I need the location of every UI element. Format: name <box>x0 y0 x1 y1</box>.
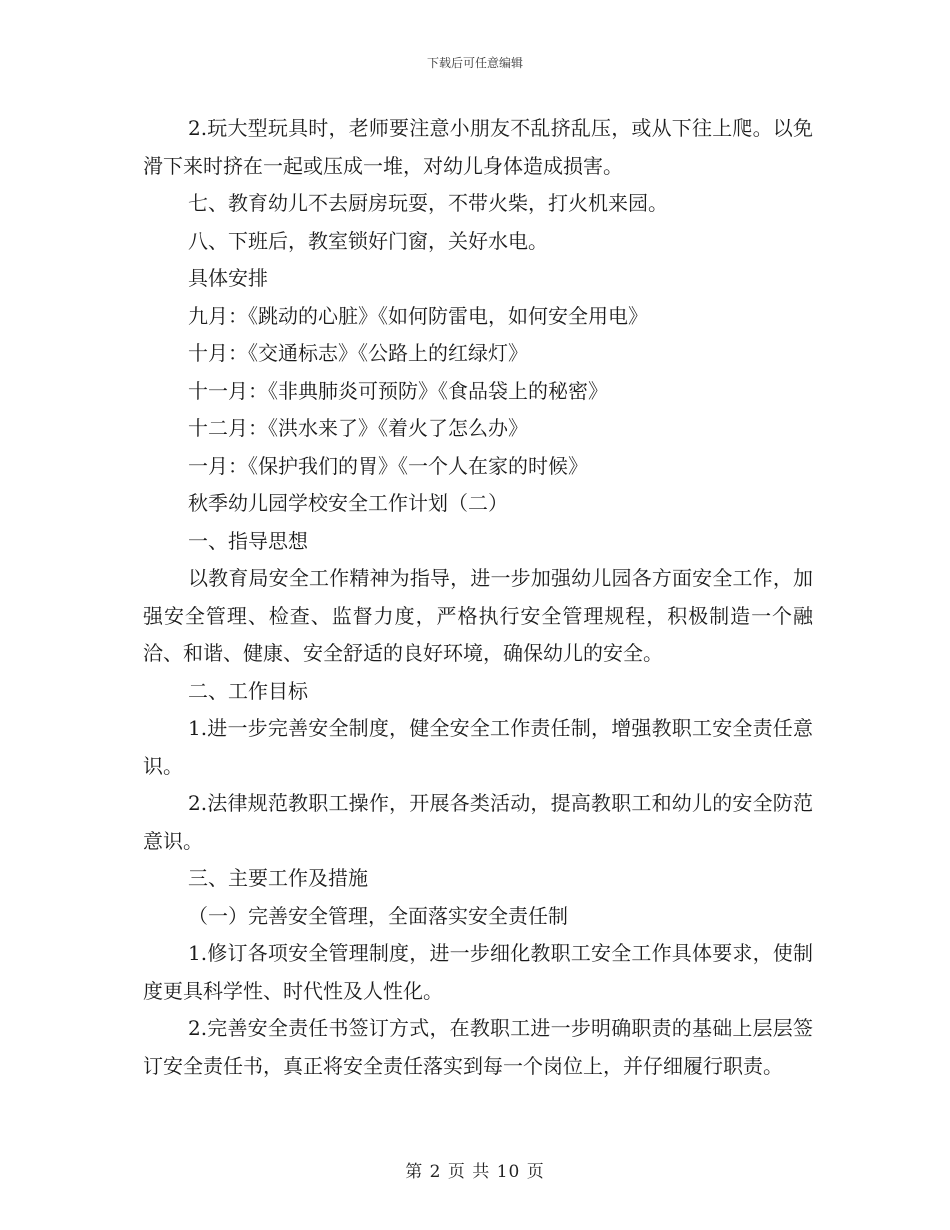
paragraph: 1.修订各项安全管理制度，进一步细化教职工安全工作具体要求，使制度更具科学性、时代性及人性化。 <box>143 941 813 1003</box>
schedule-item: 九月：《跳动的心脏》《如何防雷电，如何安全用电》 <box>188 303 648 328</box>
page-number: 第 2 页 共 10 页 <box>405 1162 545 1182</box>
document-subtitle: 秋季幼儿园学校安全工作计划（二） <box>188 491 508 515</box>
section-heading: 一、指导思想 <box>188 528 308 553</box>
section-heading: 三、主要工作及措施 <box>188 866 368 890</box>
schedule-item: 十一月：《非典肺炎可预防》《食品袋上的秘密》 <box>188 378 608 403</box>
schedule-item: 十二月：《洪水来了》《着火了怎么办》 <box>188 416 528 440</box>
schedule-item: 一月：《保护我们的胃》《一个人在家的时候》 <box>188 453 588 478</box>
paragraph: 八、下班后，教室锁好门窗，关好水电。 <box>188 228 548 253</box>
section-heading: 二、工作目标 <box>188 678 308 703</box>
schedule-item: 十月：《交通标志》《公路上的红绿灯》 <box>188 341 528 365</box>
page-header: 下载后可任意编辑 <box>426 56 523 70</box>
paragraph: 2.法律规范教职工操作，开展各类活动，提高教职工和幼儿的安全防范意识。 <box>143 791 813 853</box>
section-heading: 具体安排 <box>188 266 268 290</box>
paragraph: 2.玩大型玩具时，老师要注意小朋友不乱挤乱压，或从下往上爬。以免滑下来时挤在一起或压成一堆，对幼儿身体造成损害。 <box>143 116 813 178</box>
paragraph: 以教育局安全工作精神为指导，进一步加强幼儿园各方面安全工作，加强安全管理、检查、监督力度，严格执行安全管理规程，积极制造一个融洽、和谐、健康、安全舒适的良好环境，确保幼儿的安全。 <box>143 566 813 665</box>
paragraph: 七、教育幼儿不去厨房玩耍，不带火柴，打火机来园。 <box>188 191 668 215</box>
document-body <box>143 110 813 1085</box>
paragraph: 2.完善安全责任书签订方式，在教职工进一步明确职责的基础上层层签订安全责任书，真正将安全责任落实到每一个岗位上，并仔细履行职责。 <box>143 1016 813 1078</box>
paragraph: 1.进一步完善安全制度，健全安全工作责任制，增强教职工安全责任意识。 <box>143 716 813 778</box>
subsection-heading: （一）完善安全管理，全面落实安全责任制 <box>188 903 568 928</box>
